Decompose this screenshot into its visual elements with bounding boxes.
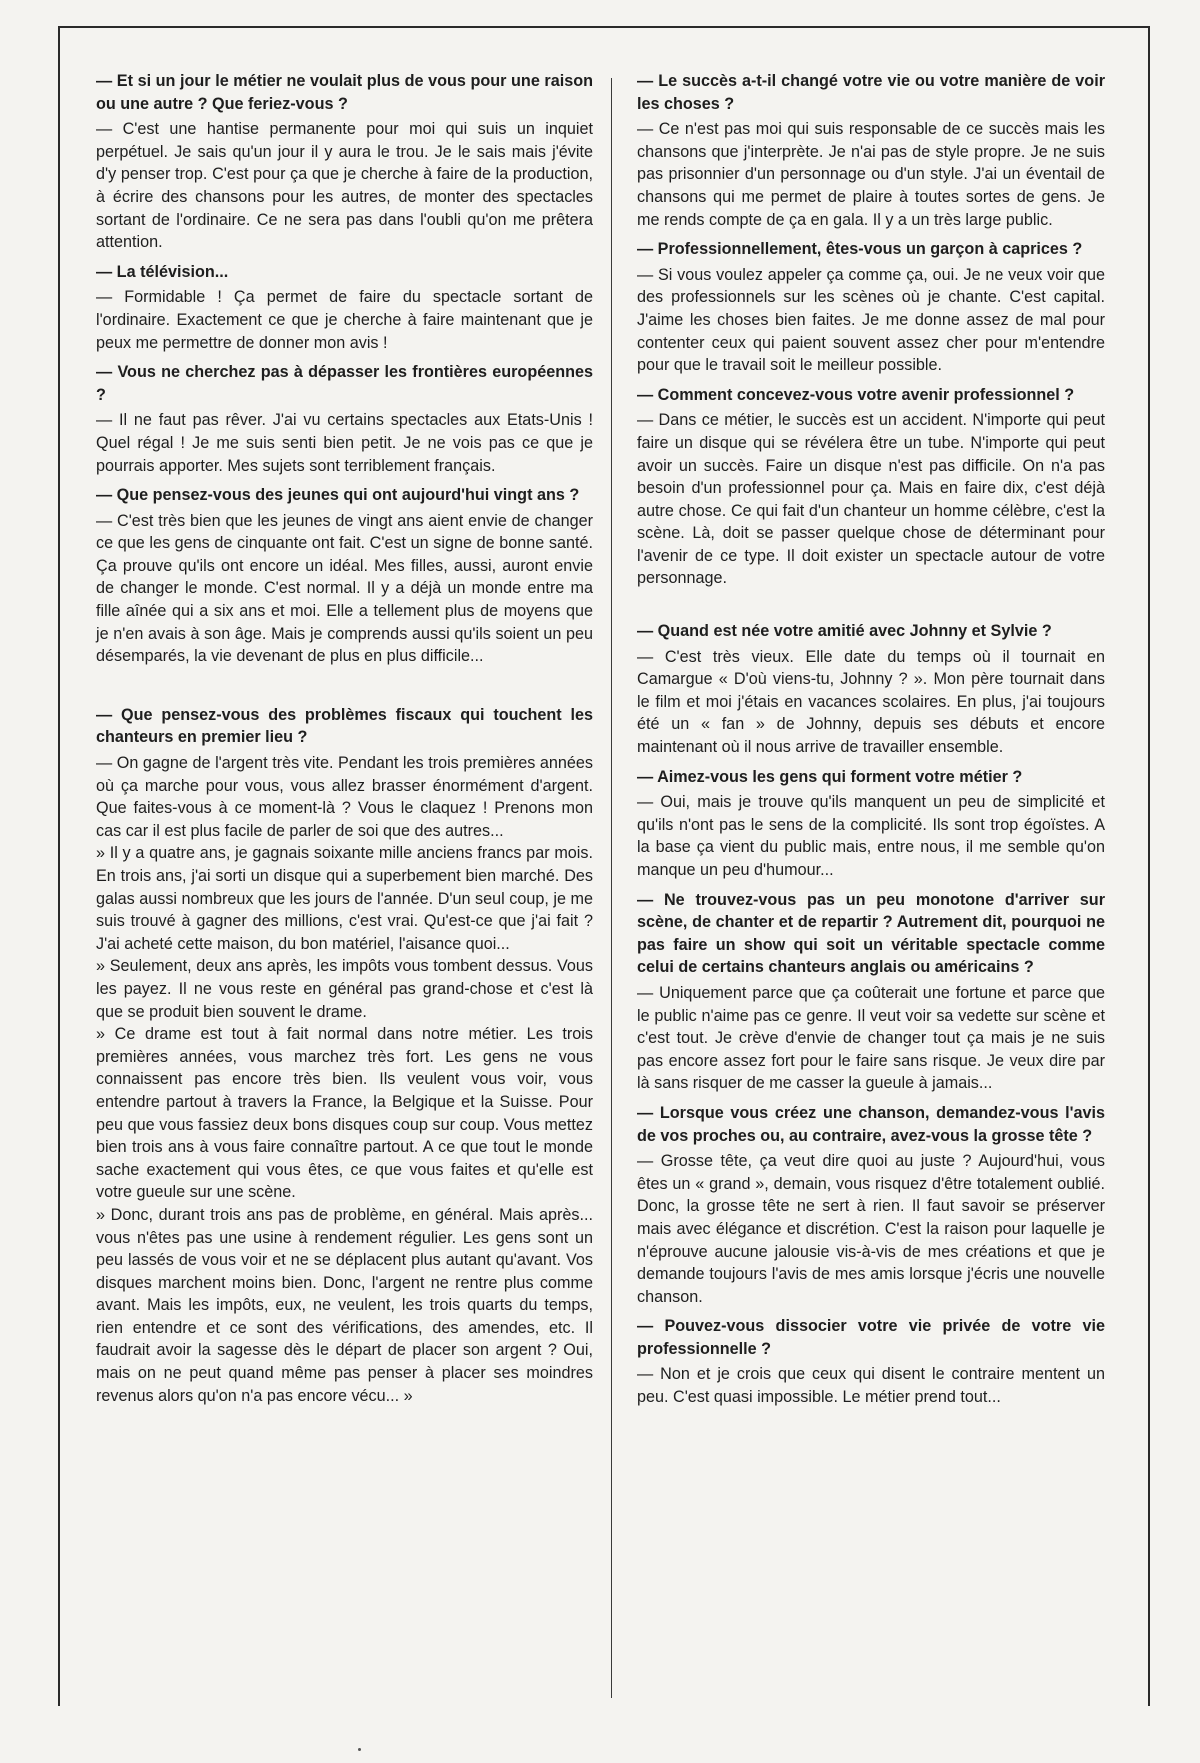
interview-question: — Quand est née votre amitié avec Johnny et Sylvie ? [637, 622, 1052, 641]
interview-answer: — C'est une hantise permanente pour moi qui suis un inquiet perpétuel. Je sais qu'un jour il y aura le trou. Je le sais mais j'évite d'y penser trop. C'est pour ça que je cherche à faire de la production, à écrire des chansons pour les autres, de monter des spectacles sortant de l'ordinaire. Ce ne sera pas dans l'oubli qu'on me prêtera attention. [96, 120, 593, 252]
interview-answer: — Il ne faut pas rêver. J'ai vu certains spectacles aux Etats-Unis ! Quel régal ! Je me suis senti bien petit. Je ne vois pas ce que je pourrais apporter. Mes sujets sont terriblement français. [96, 411, 593, 475]
interview-question: — Ne trouvez-vous pas un peu monotone d'arriver sur scène, de chanter et de repartir ? Autrement dit, pourquoi ne pas faire un show qui soit un véritable spectacle comme celui de certains chanteurs anglais ou américains ? [637, 890, 1105, 977]
interview-answer: — Formidable ! Ça permet de faire du spectacle sortant de l'ordinaire. Exactement ce que je cherche à faire maintenant que je peux me permettre de donner mon avis ! [96, 288, 593, 352]
interview-answer: — Si vous voulez appeler ça comme ça, oui. Je ne veux voir que des professionnels sur les scènes où je chante. C'est capital. J'aime les choses bien faites. Je me donne assez de mal pour contenter ceux qui paient souvent assez cher pour m'entendre pour que le travail soit le meilleur possible. [637, 265, 1105, 375]
interview-answer: » Donc, durant trois ans pas de problème, en général. Mais après... vous n'êtes pas une usine à rendement régulier. Les gens sont un peu lassés de vous voir et ne se déplacent plus autant qu'avant. Vos disques marchent moins bien. Donc, l'argent ne rentre plus comme avant. Mais les impôts, eux, ne veulent, les trois quarts du temps, rien entendre et ce sont des vérifications, des amendes, etc. Il faudrait avoir la sagesse dès le départ de placer son argent ? Oui, mais on ne peut quand même pas penser à placer ses moindres revenus alors qu'on n'a pas encore vécu... » [96, 1205, 593, 1405]
interview-answer: — Dans ce métier, le succès est un accident. N'importe qui peut faire un disque qui se révélera être un tube. N'importe qui peut avoir un succès. Faire un disque n'est pas difficile. On n'a pas besoin d'un professionnel pour ça. Mais en faire dix, c'est déjà autre chose. Ce qui fait d'un chanteur un homme célèbre, c'est la scène. Là, doit se passer quelque chose de déterminant pour l'avenir de ce type. Il doit exister un spectacle autour de votre personnage. [637, 411, 1105, 588]
interview-question: — Comment concevez-vous votre avenir professionnel ? [637, 385, 1075, 404]
interview-question: — Vous ne cherchez pas à dépasser les frontières européennes ? [96, 363, 593, 404]
interview-question: — Le succès a-t-il changé votre vie ou votre manière de voir les choses ? [637, 72, 1105, 113]
interview-question: — Que pensez-vous des problèmes fiscaux qui touchent les chanteurs en premier lieu ? [96, 705, 593, 747]
interview-question: — Que pensez-vous des jeunes qui ont aujourd'hui vingt ans ? [96, 486, 580, 505]
interview-answer: — C'est très bien que les jeunes de vingt ans aient envie de changer ce que les gens de cinquante ont fait. C'est un signe de bonne santé. Ça prouve qu'ils ont encore un idéal. Mes filles, aussi, auront envie de changer le monde. C'est normal. Il y a déjà un monde entre ma fille aînée qui a six ans et moi. Elle a tellement plus de moyens que je n'en avais à son âge. Mais je comprends aussi qu'ils soient un peu désemparés, la vie devenant de plus en plus difficile... [96, 511, 593, 666]
interview-answer: — Oui, mais je trouve qu'ils manquent un peu de simplicité et qu'ils n'ont pas le sens de la complicité. Ils sont trop égoïstes. A la base ça vient du public mais, entre nous, il me semble qu'on manque un peu d'humour... [637, 793, 1105, 879]
interview-answer: — Ce n'est pas moi qui suis responsable de ce succès mais les chansons que j'interprète. Je n'ai pas de style propre. Je ne suis pas prisonnier d'un personnage ou d'un style. J'ai un éventail de chansons qui me permet de plaire à toutes sortes de gens. Je me rends compte de ça en gala. Il y a un très large public. [637, 120, 1105, 229]
interview-answer: — On gagne de l'argent très vite. Pendant les trois premières années où ça marche pour vous, vous allez brasser énormément d'argent. Que faites-vous à ce moment-là ? Vous le claquez ! Prenons mon cas car il est plus facile de parler de soi que des autres... [96, 754, 593, 840]
interview-question: — La télévision... [96, 262, 229, 281]
interview-question: — Et si un jour le métier ne voulait plus de vous pour une raison ou une autre ? Que feriez-vous ? [96, 72, 593, 113]
interview-answer: » Ce drame est tout à fait normal dans notre métier. Les trois premières années, vous marchez très fort. Les gens ne vous connaissent pas encore très bien. Ils veulent vous voir, vous entendre partout à travers la France, la Belgique et la Suisse. Pour peu que vous fassiez deux bons disques coup sur coup. Vous mettez bien trois ans à vous faire connaître partout. A ce que tout le monde sache exactement qui vous êtes, ce que vous faites et qu'elle est votre gueule sur une scène. [96, 1025, 593, 1202]
interview-answer: » Il y a quatre ans, je gagnais soixante mille anciens francs par mois. En trois ans, j'ai sorti un disque qui a superbement bien marché. Des galas aussi nombreux que les jours de l'année. D'un seul coup, je me suis trouvé à gagner des millions, c'est vrai. Qu'est-ce que j'ai fait ? J'ai acheté cette maison, du bon matériel, l'aisance quoi... [96, 844, 593, 953]
page-mark [358, 1748, 361, 1751]
interview-answer: — C'est très vieux. Elle date du temps où il tournait en Camargue « D'où viens-tu, Johnny ? ». Mon père tournait dans le film et moi j'étais en vacances scolaires. En plus, j'ai toujours été un « fan » de Johnny, depuis ses débuts et encore maintenant où il nous arrive de travailler ensemble. [637, 647, 1105, 757]
interview-question: — Professionnellement, êtes-vous un garçon à caprices ? [637, 240, 1083, 259]
interview-answer: — Non et je crois que ceux qui disent le contraire mentent un peu. C'est quasi impossible. Le métier prend tout... [637, 1365, 1105, 1407]
interview-answer: » Seulement, deux ans après, les impôts vous tombent dessus. Vous les payez. Il ne vous reste en général pas grand-chose et c'est là que se produit bien souvent le drame. [96, 957, 593, 1021]
interview-answer: — Grosse tête, ça veut dire quoi au juste ? Aujourd'hui, vous êtes un « grand », demain, vous risquez d'être totalement oublié. Donc, la grosse tête ne sert à rien. Il faut savoir se préserver mais avec élégance et discrétion. C'est la raison pour laquelle je n'éprouve aucune jalousie vis-à-vis de mes créations et que je demande toujours l'avis de mes amis lorsque j'écris une nouvelle chanson. [637, 1152, 1105, 1306]
left-column [96, 70, 593, 1407]
right-column [637, 70, 1105, 1409]
interview-question: — Lorsque vous créez une chanson, demandez-vous l'avis de vos proches ou, au contraire, avez-vous la grosse tête ? [637, 1103, 1105, 1145]
interview-question: — Aimez-vous les gens qui forment votre métier ? [637, 767, 1023, 786]
interview-question: — Pouvez-vous dissocier votre vie privée de votre vie professionnelle ? [637, 1317, 1105, 1358]
interview-answer: — Uniquement parce que ça coûterait une fortune et parce que le public n'aime pas ce genre. Il veut voir sa vedette sur scène et c'est tout. Je crève d'envie de changer tout ça mais je ne suis pas encore assez fort pour le faire sans risque. Je veux dire par là sans risquer de me casser la gueule à jamais... [637, 983, 1105, 1093]
column-divider [611, 78, 612, 1698]
